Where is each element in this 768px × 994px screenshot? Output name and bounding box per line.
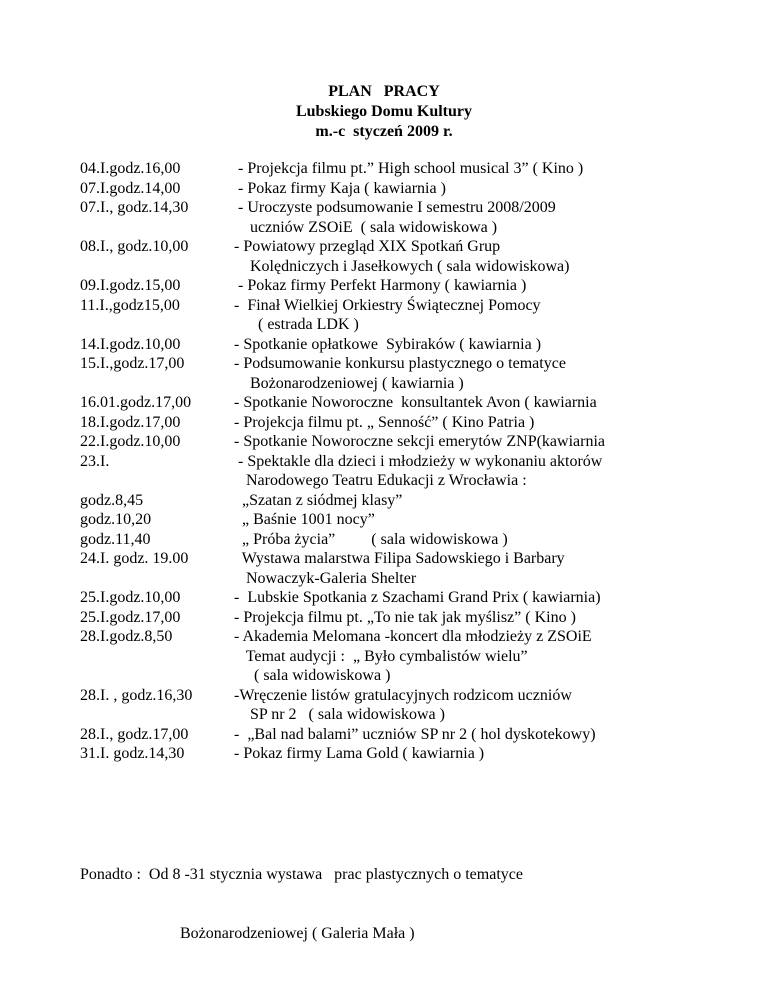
schedule-event: - „Bal nad balami” uczniów SP nr 2 ( hol dyskotekowy): [230, 725, 596, 743]
schedule-date: 22.I.godz.10,00: [80, 433, 181, 450]
schedule-date: [80, 374, 230, 394]
schedule-event: - Finał Wielkiej Orkiestry Świątecznej Pomocy: [230, 296, 541, 314]
schedule-row: [80, 237, 760, 257]
schedule-row: [80, 159, 760, 179]
schedule-row: [80, 374, 760, 394]
schedule-date: 15.I.,godz.17,00: [80, 355, 185, 372]
schedule-row: [80, 257, 760, 277]
schedule-event: - Lubskie Spotkania z Szachami Grand Prix ( kawiarnia): [230, 589, 601, 606]
schedule-date: 31.I. godz.14,30: [80, 745, 185, 762]
schedule-date: 14.I.godz.10,00: [80, 335, 181, 353]
schedule-event: „ Próba życia” ( sala widowiskowa ): [230, 530, 508, 548]
schedule-row: [80, 686, 760, 706]
schedule-date: godz.8,45: [80, 491, 144, 509]
schedule-date: 11.I.,godz15,00: [80, 296, 180, 314]
schedule-row: [80, 179, 760, 199]
schedule-row: [80, 588, 760, 608]
schedule-row: [80, 744, 760, 764]
schedule-event: - Projekcja filmu pt.” High school musical 3” ( Kino ): [230, 160, 584, 177]
schedule-row: [80, 569, 760, 589]
schedule-event: - Spektakle dla dzieci i młodzieży w wykonaniu aktorów: [230, 452, 603, 470]
schedule-date: godz.11,40: [80, 530, 151, 548]
schedule-event: - Powiatowy przegląd XIX Spotkań Grup: [230, 238, 501, 255]
schedule-row: [80, 452, 760, 472]
schedule-date: 24.I. godz. 19.00: [80, 550, 189, 567]
schedule-event: ( sala widowiskowa ): [230, 667, 391, 684]
schedule-row: [80, 666, 760, 686]
schedule-date: [80, 218, 230, 238]
schedule-event: Temat audycji : „ Było cymbalistów wielu”: [230, 647, 528, 665]
schedule-event: - Pokaz firmy Lama Gold ( kawiarnia ): [230, 745, 485, 762]
schedule-event: - Spotkanie opłatkowe Sybiraków ( kawiarnia ): [230, 335, 542, 353]
document-subtitle: Lubskiego Domu Kultury: [295, 103, 473, 120]
schedule-row: [80, 432, 760, 452]
schedule-event: Nowaczyk-Galeria Shelter: [230, 569, 417, 587]
schedule-row: [80, 276, 760, 296]
schedule-event: Narodowego Teatru Edukacji z Wrocławia :: [230, 472, 527, 489]
schedule-row: [80, 530, 760, 550]
schedule-date: 28.I. , godz.16,30: [80, 686, 193, 704]
schedule-date: 28.I., godz.17,00: [80, 725, 189, 743]
schedule-event: „Szatan z siódmej klasy”: [230, 491, 403, 509]
schedule-date: 25.I.godz.10,00: [80, 589, 181, 606]
schedule-row: [80, 354, 760, 374]
schedule-row: [80, 627, 760, 647]
schedule-row: [80, 471, 760, 491]
schedule-date: 04.I.godz.16,00: [80, 160, 181, 177]
footer-line-1: Ponadto : Od 8 -31 stycznia wystawa prac plastycznych o tematyce: [80, 866, 523, 883]
schedule-date: [80, 705, 230, 725]
schedule-event: „ Baśnie 1001 nocy”: [230, 511, 375, 528]
schedule-event: Wystawa malarstwa Filipa Sadowskiego i Barbary: [230, 550, 565, 567]
schedule-date: [80, 647, 230, 667]
schedule-row: [80, 296, 760, 316]
schedule-date: 07.I., godz.14,30: [80, 199, 189, 216]
schedule-event: uczniów ZSOiE ( sala widowiskowa ): [230, 218, 498, 236]
schedule-row: [80, 315, 760, 335]
schedule-row: [80, 218, 760, 238]
schedule-list: [80, 159, 760, 764]
footer-line-2: Bożonarodzeniowej ( Galeria Mała ): [180, 924, 415, 942]
schedule-date: godz.10,20: [80, 511, 152, 528]
schedule-event: - Spotkanie Noworoczne konsultantek Avon ( kawiarnia: [230, 394, 597, 411]
schedule-event: - Akademia Melomana -koncert dla młodzieży z ZSOiE: [230, 628, 592, 645]
schedule-date: [80, 666, 230, 686]
schedule-row: [80, 725, 760, 745]
schedule-row: [80, 549, 760, 569]
schedule-event: - Podsumowanie konkursu plastycznego o tematyce: [230, 355, 566, 372]
schedule-row: [80, 393, 760, 413]
schedule-event: - Pokaz firmy Kaja ( kawiarnia ): [230, 179, 446, 197]
schedule-row: [80, 705, 760, 725]
schedule-row: [80, 510, 760, 530]
schedule-date: 07.I.godz.14,00: [80, 179, 181, 197]
schedule-row: [80, 608, 760, 628]
schedule-date: [80, 471, 230, 491]
document-month: m.-c styczeń 2009 r.: [315, 123, 453, 140]
schedule-event: - Projekcja filmu pt. „ Senność” ( Kino Patria ): [230, 413, 535, 431]
schedule-row: [80, 647, 760, 667]
schedule-date: 18.I.godz.17,00: [80, 413, 181, 431]
schedule-date: [80, 569, 230, 589]
schedule-row: [80, 198, 760, 218]
schedule-event: - Uroczyste podsumowanie I semestru 2008/2009: [230, 199, 556, 216]
schedule-date: 16.01.godz.17,00: [80, 394, 192, 411]
footer-note: [80, 826, 523, 963]
schedule-row: [80, 413, 760, 433]
schedule-event: - Projekcja filmu pt. „To nie tak jak myślisz” ( Kino ): [230, 608, 576, 626]
schedule-event: SP nr 2 ( sala widowiskowa ): [230, 706, 445, 723]
schedule-date: 28.I.godz.8,50: [80, 628, 173, 645]
schedule-date: 25.I.godz.17,00: [80, 608, 181, 626]
schedule-event: ( estrada LDK ): [230, 316, 359, 333]
schedule-event: Bożonarodzeniowej ( kawiarnia ): [230, 374, 464, 392]
schedule-date: [80, 257, 230, 277]
schedule-event: - Spotkanie Noworoczne sekcji emerytów ZNP(kawiarnia: [230, 433, 605, 450]
schedule-event: -Wręczenie listów gratulacyjnych rodzicom uczniów: [230, 686, 572, 704]
schedule-date: 09.I.godz.15,00: [80, 277, 181, 294]
document-header: [0, 82, 768, 142]
schedule-row: [80, 335, 760, 355]
schedule-event: Kolędniczych i Jasełkowych ( sala widowiskowa): [230, 257, 570, 275]
schedule-date: [80, 315, 230, 335]
schedule-row: [80, 491, 760, 511]
schedule-event: - Pokaz firmy Perfekt Harmony ( kawiarnia ): [230, 277, 527, 294]
document-title: PLAN PRACY: [328, 83, 440, 100]
schedule-date: 23.I.: [80, 452, 110, 470]
schedule-date: 08.I., godz.10,00: [80, 238, 189, 255]
